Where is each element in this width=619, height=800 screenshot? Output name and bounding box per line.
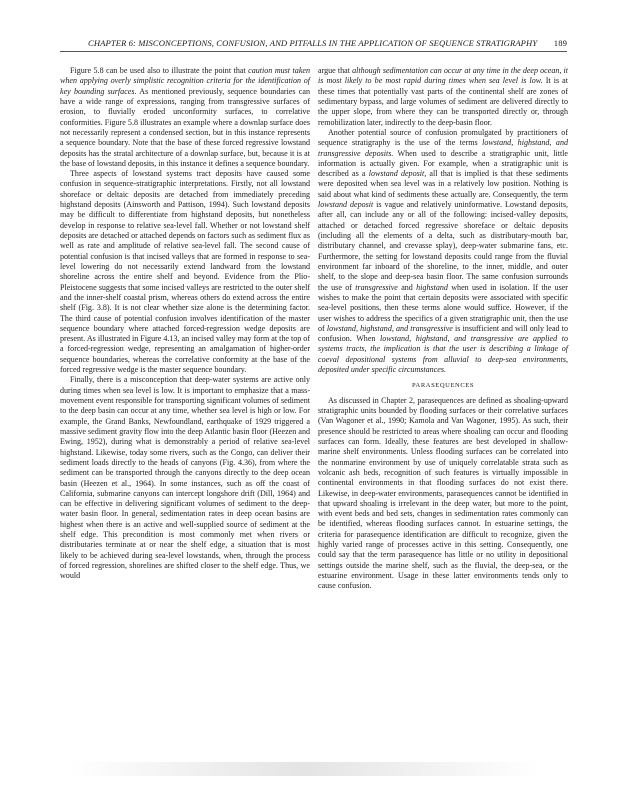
emphasis-text: transgressive xyxy=(355,282,398,292)
emphasis-text: lowstand deposit, xyxy=(368,169,427,179)
text-run: and xyxy=(397,282,417,292)
paragraph: As discussed in Chapter 2, parasequences are defined as shoaling-upward stratigraphic units bounded by flooding surfaces or their correlative surfaces (Van Wagoner et al., 1990; Kamola and Van Wagoner, 1995). As such, their presence should be restricted to areas where shoaling can occur and flooding surfaces can form. Ideally, these features are best developed in shallow-marine shelf environments. Unless flooding surfaces can be correlated into the nonmarine environment by use of uniquely correlatable strata such as volcanic ash beds, recognition of such features is virtually impossible in continental environments in that flooding surfaces do not exist there. Likewise, in deep-water environments, parasequences cannot be identified in that upward shoaling is irrelevant in the deep water, but more to the point, with event beds and bed sets, changes in sedimentation rates commonly can be identified, whereas flooding surfaces cannot. In estuarine settings, the criteria for parasequence identification are difficult to recognize, given the highly varied range of processes active in this setting. Consequently, one could say that the term parasequence has little or no utility in depositional settings outside the marine shelf, such as the fluvial, the deep-sea, or the estuarine environment. Usage in these latter environments tends only to cause confusion. xyxy=(318,395,568,591)
paragraph: Three aspects of lowstand systems tract deposits have caused some confusion in sequence-stratigraphic interpretations. Firstly, not all lowstand shoreface or deltaic deposits are detached from immediately preceding highstand deposits (Ainsworth and Pattison, 1994). Such lowstand deposits may be difficult to differentiate from highstand deposits, but nonetheless develop in response to relative sea-level fall. Whether or not lowstand shelf deposits are detached or attached depends on factors such as sediment flux as well as rate and amplitude of relative sea-level fall. The second cause of potential confusion is that incised valleys that are formed in response to sea-level lowering do not necessarily extend landward from the lowstand shoreline across the entire shelf and beyond. Evidence from the Plio-Pleistocene suggests that some incised valleys are restricted to the outer shelf and the inner-shelf coastal prism, whereas others do extend across the entire shelf (Fig. 3.8). It is not clear whether size alone is the determining factor. The third cause of potential confusion involves identification of the master sequence boundary where attached forced-regression wedge deposits are present. As illustrated in Figure 4.13, an incised valley may form at the top of a forced-regression wedge, representing an amalgamation of higher-order sequence boundaries, whereas the correlative conformity at the base of the forced regressive wedge is the master sequence boundary. xyxy=(60,169,310,375)
text-run: argue that xyxy=(318,66,353,75)
emphasis-text: caution must taken when applying overly simplistic recognition criteria for the identification of key bounding surfaces. xyxy=(60,66,310,96)
emphasis-text: lowstand, highstand, and transgressive deposits. xyxy=(318,138,568,158)
paragraph xyxy=(318,128,568,376)
page-number: 189 xyxy=(553,38,567,48)
running-head xyxy=(60,38,567,52)
scan-smudge xyxy=(70,762,540,776)
text-run: When used to describe a stratigraphic unit, little information is actually given. For example, when a stratigraphic unit is described as a xyxy=(318,148,568,179)
text-run: when used in isolation. If the user wishes to make the point that certain deposits were associated with specific sea-level positions, then these terms alone would suffice. However, if the user wishes to address the specifics of a given stratigraphic unit, then the use of xyxy=(318,282,568,333)
right-column xyxy=(318,66,568,592)
paragraph xyxy=(60,66,310,169)
text-run: is vague and relatively uninformative. Lowstand deposits, after all, can include any or all of the following: incised-valley deposits, attached or detached forced regressive shoreface or deltaic deposits (including all the elements of a delta, such as distributary-mouth bar, distributary channel, and crevasse splay), deep-water submarine fans, etc. Furthermore, the setting for lowstand deposits could range from the fluvial environment far inboard of the shoreline, to the inner, middle, and outer shelf, to the slope and deep-sea basin floor. The same confusion surrounds the use of xyxy=(318,200,568,292)
emphasis-text: lowstand, highstand, and transgressive xyxy=(326,323,453,333)
emphasis-text: lowstand, highstand, and transgressive are applied to systems tracts, the implication is that the user is describing a linkage of coeval depositional systems from alluvial to deep-sea environments, deposited under specific circumstances. xyxy=(318,334,568,375)
text-run: all that is implied is that these sediments were deposited when sea level was in a relatively low position. Nothing is said about what kind of sediments these actually are. Consequently, the term xyxy=(318,169,568,199)
paragraph: Finally, there is a misconception that deep-water systems are active only during times when sea level is low. It is important to emphasize that a mass-movement event responsible for transporting significant volumes of sediment to the deep basin can occur at any time, whether sea level is high or low. For example, the Grand Banks, Newfoundland, earthquake of 1929 triggered a massive sediment gravity flow into the deep Atlantic basin floor (Heezen and Ewing, 1952), during what is demonstrably a period of relative sea-level highstand. Likewise, today some rivers, such as the Congo, can deliver their sediment loads directly to the heads of canyons (Fig. 4.36), from where the sediment can be transported through the canyons directly to the deep ocean basin (Heezen et al., 1964). In some instances, such as off the coast of California, submarine canyons can intercept longshore drift (Dill, 1964) and can be effective in delivering significant volumes of sediment to the deep-water basin floor. In general, sedimentation rates in deep ocean basins are highest when there is an active and well-supplied source of sediment at the shelf edge. This precondition is most commonly met when rivers or distributaries terminate at or near the shelf edge, a situation that is most likely to be achieved during sea-level lowstands, when, through the process of forced regression, shorelines are shifted closer to the shelf edge. Thus, we would xyxy=(60,375,310,581)
left-column xyxy=(60,66,310,582)
text-run: It is at these times that potentially vast parts of the continental shelf are zones of sedimentary bypass, and large volumes of sediment are delivered directly to the upper slope, from where they can be transported directly or, through remobilization later, indirectly to the deep-basin floor. xyxy=(318,76,568,127)
paragraph xyxy=(318,66,568,128)
text-run: is insufficient and will only lead to confusion. When xyxy=(318,323,568,344)
section-heading: PARASEQUENCES xyxy=(411,382,475,390)
chapter-title: CHAPTER 6: MISCONCEPTIONS, CONFUSION, AND PITFALLS IN THE APPLICATION OF SEQUENCE STRATIGRAPHY xyxy=(88,38,538,48)
emphasis-text: although sedimentation can occur at any time in the deep ocean, it is most likely to be most rapid during times when sea level is low. xyxy=(318,66,568,86)
emphasis-text: lowstand deposit xyxy=(318,200,374,210)
text-run: As mentioned previously, sequence boundaries can have a wide range of expressions, ranging from transgressive surfaces of erosion, to fluvially eroded unconformity surfaces, to correlative conformities. Figure 5.8 illustrates an example where a downlap surface does not necessarily represent a condensed section, but in this instance represents a sequence boundary. Note that the base of these forced regressive lowstand deposits has the stratal architecture of a downlap surface, but, because it is at the base of lowstand deposits, in this instance it defines a sequence boundary. xyxy=(60,86,310,168)
text-run: Figure 5.8 can be used also to illustrate the point that xyxy=(70,66,249,75)
text-run: Another potential source of confusion promulgated by practitioners of sequence stratigraphy is the use of the terms xyxy=(318,127,568,148)
emphasis-text: highstand xyxy=(416,282,448,292)
